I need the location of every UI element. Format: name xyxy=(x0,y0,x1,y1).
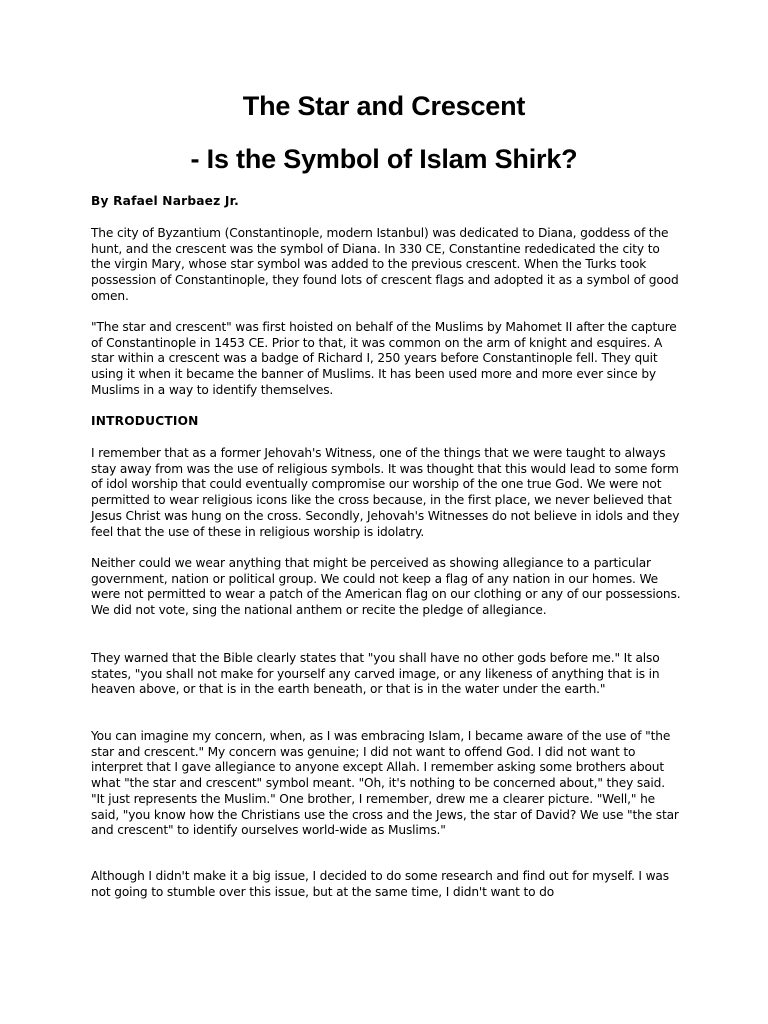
paragraph-allegiance: Neither could we wear anything that might be perceived as showing allegiance to a particular government, nation or political group. We could not keep a flag of any nation in our homes. We were not permitted to wear a patch of the American flag on our clothing or any of our possessions. We did not vote, sing the national anthem or recite the pledge of allegiance. xyxy=(91,556,681,618)
paragraph-religious-symbols: I remember that as a former Jehovah's Witness, one of the things that we were taught to always stay away from was the use of religious symbols. It was thought that this would lead to some form of idol worship that could eventually compromise our worship of the one true God. We were not permitted to wear religious icons like the cross because, in the first place, we never believed that Jesus Christ was hung on the cross. Secondly, Jehovah's Witnesses do not believe in idols and they feel that the use of these in religious worship is idolatry. xyxy=(91,446,680,539)
paragraph-byzantium: The city of Byzantium (Constantinople, modern Istanbul) was dedicated to Diana, goddess of the hunt, and the crescent was the symbol of Diana. In 330 CE, Constantine rededicated the city to the virgin Mary, whose star symbol was added to the previous crescent. When the Turks took possession of Constantinople, they found lots of crescent flags and adopted it as a symbol of good omen. xyxy=(91,226,679,303)
paragraph-bible-warning: They warned that the Bible clearly states that "you shall have no other gods before me." It also states, "you shall not make for yourself any carved image, or any likeness of anything that is in heaven above, or that is in the earth beneath, or that is in the water under the earth." xyxy=(91,651,660,697)
byline: By Rafael Narbaez Jr. xyxy=(91,194,239,208)
paragraph-research: Although I didn't make it a big issue, I decided to do some research and find out for myself. I was not going to stumble over this issue, but at the same time, I didn't want to do xyxy=(91,869,669,899)
document-title: The Star and Crescent xyxy=(242,91,526,121)
document-subtitle: - Is the Symbol of Islam Shirk? xyxy=(190,144,578,174)
paragraph-star-and-crescent-history: "The star and crescent" was first hoisted on behalf of the Muslims by Mahomet II after the capture of Constantinople in 1453 CE. Prior to that, it was common on the arm of knight and esquires. A star within a crescent was a badge of Richard I, 250 years before Constantinople fell. They quit using it when it became the banner of Muslims. It has been used more and more ever since by Muslims in a way to identify themselves. xyxy=(91,320,677,397)
section-heading-introduction: INTRODUCTION xyxy=(91,414,199,428)
paragraph-concern: You can imagine my concern, when, as I was embracing Islam, I became aware of the use of "the star and crescent." My concern was genuine; I did not want to offend God. I did not want to interpret that I gave allegiance to anyone except Allah. I remember asking some brothers about what "the star and crescent" symbol meant. "Oh, it's nothing to be concerned about," they said. "It just represents the Muslim." One brother, I remember, drew me a clearer picture. "Well," he said, "you know how the Christians use the cross and the Jews, the star of David? We use "the star and crescent" to identify ourselves world-wide as Muslims." xyxy=(91,729,679,838)
